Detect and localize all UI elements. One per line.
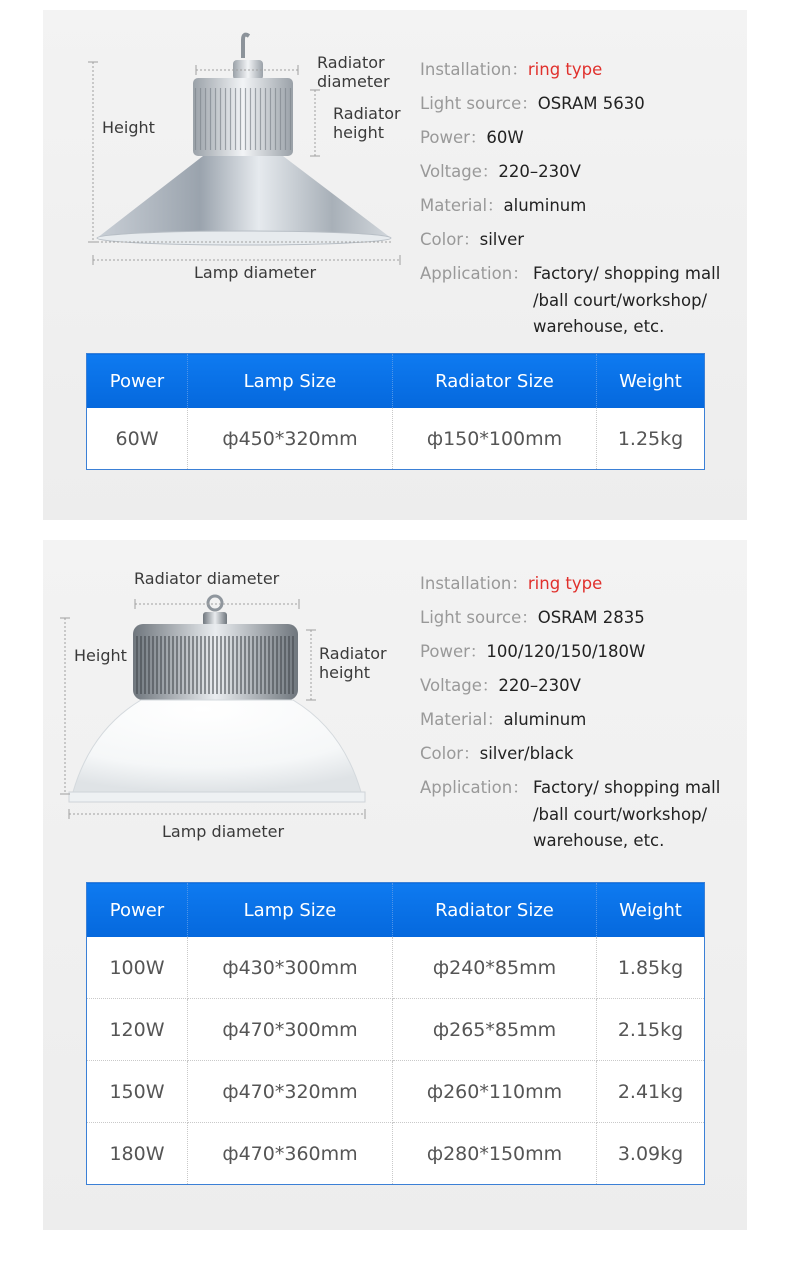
cell-radiator-size: ф260*110mm <box>393 1061 597 1123</box>
height-label: Height <box>74 646 127 665</box>
header-weight: Weight <box>597 354 705 409</box>
cell-radiator-size: ф265*85mm <box>393 999 597 1061</box>
cell-weight: 2.15kg <box>597 999 705 1061</box>
spec-table-1 <box>86 353 705 470</box>
spec-application: Application： Factory/ shopping mall /ball court/workshop/ warehouse, etc. <box>420 264 721 336</box>
dimension-lines-1 <box>43 10 443 290</box>
spec-installation: Installation：ring type <box>420 60 603 79</box>
cell-power: 60W <box>87 408 188 470</box>
header-radiator-size: Radiator Size <box>393 354 597 409</box>
table-row <box>87 999 705 1061</box>
cell-weight: 2.41kg <box>597 1061 705 1123</box>
cell-radiator-size: ф280*150mm <box>393 1123 597 1185</box>
spec-table-2 <box>86 882 705 1185</box>
header-lamp-size: Lamp Size <box>188 354 393 409</box>
header-power: Power <box>87 354 188 409</box>
radiator-diameter-label: Radiator diameter <box>317 53 390 91</box>
lamp-diameter-label: Lamp diameter <box>162 822 285 841</box>
cell-power: 100W <box>87 937 188 999</box>
product-panel-1 <box>43 10 747 520</box>
cell-power: 180W <box>87 1123 188 1185</box>
table-row <box>87 408 705 470</box>
spec-voltage: Voltage：220–230V <box>420 162 581 181</box>
table-row <box>87 1123 705 1185</box>
spec-application: Application： Factory/ shopping mall /ball court/workshop/ warehouse, etc. <box>420 778 721 850</box>
spec-color: Color：silver <box>420 230 525 249</box>
spec-material: Material：aluminum <box>420 196 587 215</box>
cell-weight: 1.25kg <box>617 427 684 450</box>
table-header-row <box>87 354 705 409</box>
product-panel-2 <box>43 540 747 1230</box>
lamp-diameter-label: Lamp diameter <box>194 263 317 282</box>
spec-light-source: Light source：OSRAM 2835 <box>420 608 645 627</box>
header-weight: Weight <box>597 883 705 938</box>
table-row <box>87 937 705 999</box>
spec-light-source: Light source：OSRAM 5630 <box>420 94 645 113</box>
height-label: Height <box>102 118 155 137</box>
cell-lamp-size: ф470*300mm <box>188 999 393 1061</box>
radiator-height-label: Radiator height <box>333 104 401 142</box>
cell-lamp-size: ф450*320mm <box>188 408 393 470</box>
radiator-diameter-label: Radiator diameter <box>134 569 280 588</box>
table-header-row <box>87 883 705 938</box>
spec-voltage: Voltage：220–230V <box>420 676 581 695</box>
cell-lamp-size: ф470*320mm <box>188 1061 393 1123</box>
header-radiator-size: Radiator Size <box>393 883 597 938</box>
header-power: Power <box>87 883 188 938</box>
spec-power: Power：100/120/150/180W <box>420 642 646 661</box>
cell-lamp-size: ф470*360mm <box>188 1123 393 1185</box>
radiator-height-label: Radiator height <box>319 644 387 682</box>
cell-lamp-size: ф430*300mm <box>188 937 393 999</box>
cell-weight: 3.09kg <box>617 1142 684 1165</box>
cell-radiator-size: ф240*85mm <box>393 937 597 999</box>
cell-radiator-size: ф150*100mm <box>393 408 597 470</box>
cell-power: 120W <box>87 999 188 1061</box>
cell-weight: 1.85kg <box>597 937 705 999</box>
spec-color: Color：silver/black <box>420 744 574 763</box>
spec-material: Material：aluminum <box>420 710 587 729</box>
spec-power: Power：60W <box>420 128 524 147</box>
cell-power: 150W <box>87 1061 188 1123</box>
header-lamp-size: Lamp Size <box>188 883 393 938</box>
table-row <box>87 1061 705 1123</box>
spec-installation: Installation：ring type <box>420 574 603 593</box>
